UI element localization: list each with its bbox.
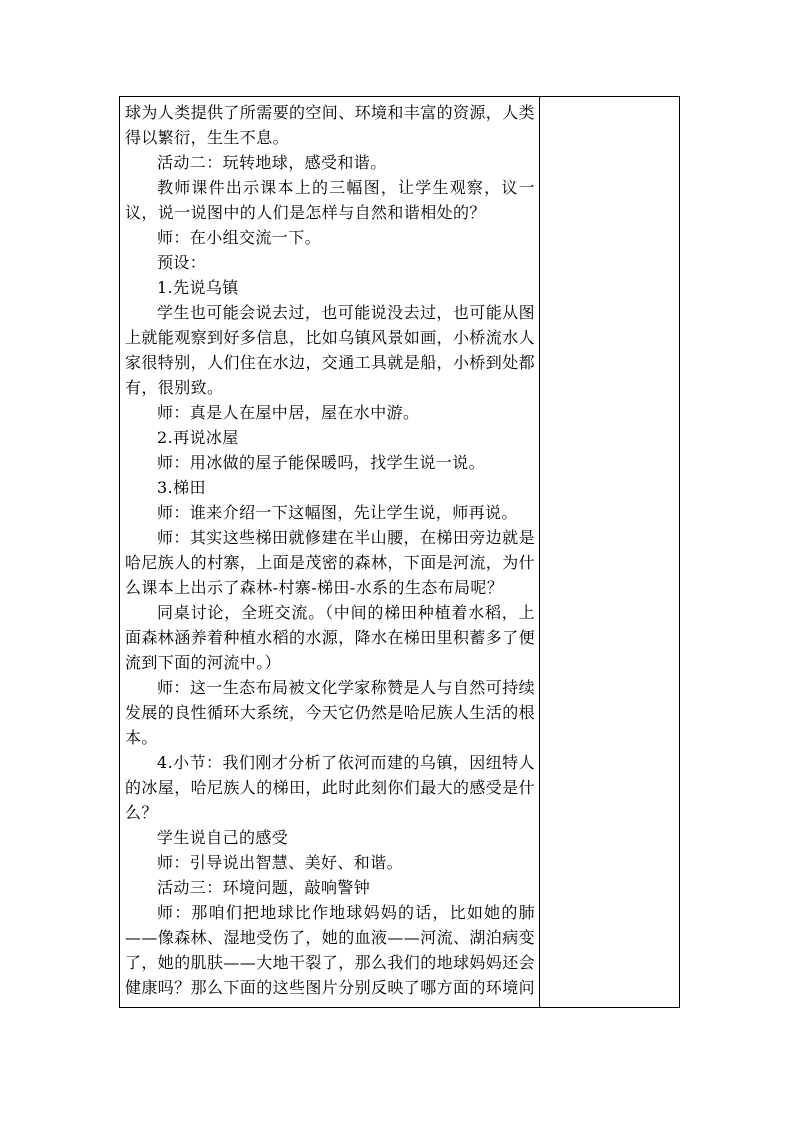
paragraph-16: 4.小节：我们刚才分析了依河而建的乌镇，因纽特人的冰屋，哈尼族人的梯田，此时此刻你们最大的感受是什么？ xyxy=(125,753,535,822)
paragraph-5: 预设： xyxy=(157,253,207,272)
paragraph-11: 3.梯田 xyxy=(157,478,206,497)
paragraph-13: 师：其实这些梯田就修建在半山腰，在梯田旁边就是哈尼族人的村寨，上面是茂密的森林，下面是河流，为什么课本上出示了森林-村寨-梯田-水系的生态布局呢？ xyxy=(125,528,535,597)
lesson-content-cell xyxy=(125,100,535,1005)
paragraph-18: 师：引导说出智慧、美好、和谐。 xyxy=(157,853,404,872)
lesson-table xyxy=(119,96,680,1008)
paragraph-17: 学生说自己的感受 xyxy=(157,828,289,847)
paragraph-14: 同桌讨论，全班交流。（中间的梯田种植着水稻，上面森林涵养着种植水稻的水源，降水在梯田里积蓄多了便流到下面的河流中。） xyxy=(125,603,535,672)
paragraph-9: 2.再说冰屋 xyxy=(157,428,239,447)
paragraph-3: 教师课件出示课本上的三幅图，让学生观察，议一议，说一说图中的人们是怎样与自然和谐相处的？ xyxy=(125,178,535,222)
paragraph-10: 师：用冰做的屋子能保暖吗，找学生说一说。 xyxy=(157,453,486,472)
notes-cell xyxy=(540,97,679,1007)
paragraph-20: 师：那咱们把地球比作地球妈妈的话，比如她的肺——像森林、湿地受伤了，她的血液——河流、湖泊病变了，她的肌肤——大地干裂了，那么我们的地球妈妈还会健康吗？那么下面的这些图片分别反映了哪方面的环境问 xyxy=(125,903,535,997)
paragraph-4: 师：在小组交流一下。 xyxy=(157,228,322,247)
paragraph-6: 1.先说乌镇 xyxy=(157,278,239,297)
paragraph-7: 学生也可能会说去过，也可能说没去过，也可能从图上就能观察到好多信息，比如乌镇风景如画，小桥流水人家很特别，人们住在水边，交通工具就是船，小桥到处都有，很别致。 xyxy=(125,303,535,397)
paragraph-1: 球为人类提供了所需要的空间、环境和丰富的资源，人类得以繁衍，生生不息。 xyxy=(125,103,535,147)
paragraph-12: 师：谁来介绍一下这幅图，先让学生说，师再说。 xyxy=(157,503,518,522)
paragraph-2: 活动二：玩转地球，感受和谐。 xyxy=(157,153,387,172)
paragraph-19: 活动三：环境问题，敲响警钟 xyxy=(157,878,371,897)
paragraph-8: 师：真是人在屋中居，屋在水中游。 xyxy=(157,403,420,422)
paragraph-15: 师：这一生态布局被文化学家称赞是人与自然可持续发展的良性循环大系统，今天它仍然是哈尼族人生活的根本。 xyxy=(125,678,535,747)
